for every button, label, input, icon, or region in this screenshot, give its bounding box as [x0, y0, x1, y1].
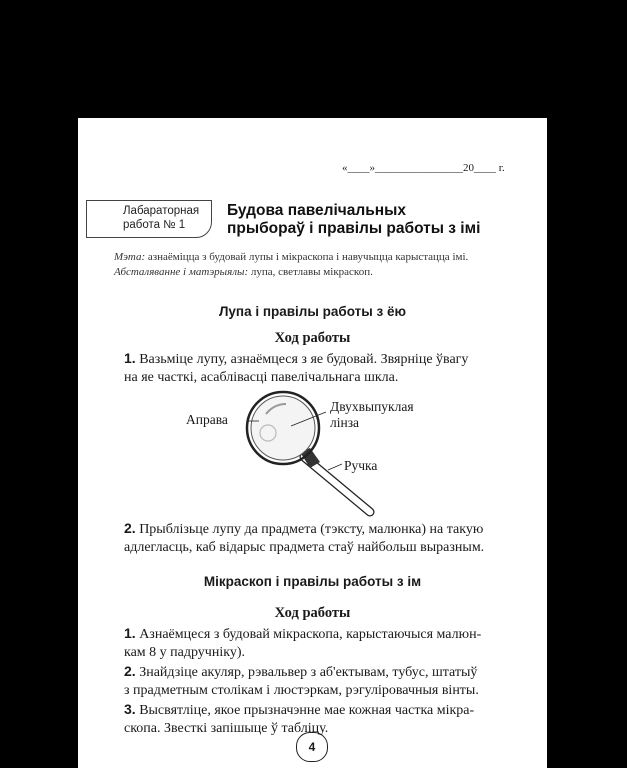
step-text: кам 8 у падручніку). — [124, 645, 245, 660]
step-text: адлегласць, каб відарыс прадмета стаў найбольш выразным. — [124, 540, 485, 555]
magnifier-illustration — [78, 388, 547, 518]
step-text: з прадметным столікам і люстэркам, рэгуліровачныя вінты. — [124, 683, 479, 698]
goal-line — [114, 250, 514, 265]
procedure-heading-1: Ход работы — [274, 330, 351, 346]
date-line: «____»________________20____ г. — [342, 162, 505, 174]
workbook-page — [78, 118, 547, 768]
lens-drawing — [251, 396, 315, 460]
section-title-microscope: Мікраскоп і правілы работы з ім — [203, 574, 422, 589]
step-number: 1. — [124, 625, 136, 641]
frame-label: Аправа — [186, 412, 228, 427]
step-text: Азнаёмцеся з будовай мікраскопа, карыстаючыся малюн- — [135, 627, 482, 642]
lab-title-line1: Будова павелічальных — [227, 202, 407, 219]
goal-text: азнаёміцца з будовай лупы і мікраскопа і навучыцца карыстацца імі. — [145, 251, 469, 263]
step-2-magnifier — [124, 519, 520, 557]
step-number: 3. — [124, 701, 136, 717]
step-text: Высвятліце, якое прызначэнне мае кожная частка мікра- — [135, 703, 475, 718]
procedure-heading-2: Ход работы — [274, 605, 351, 621]
lab-work-label-box — [86, 200, 212, 238]
equipment-label: Абсталяванне і матэрыялы: — [114, 266, 249, 278]
step-number: 2. — [124, 520, 136, 536]
step-text: на яе часткі, асаблівасці павелічальнага шкла. — [124, 370, 399, 385]
lens-label-line1: Двухвыпуклая — [330, 399, 414, 414]
step-text: Знайдзіце акуляр, рэвальвер з аб'ектывам, тубус, штатыў — [135, 665, 478, 680]
lens-label — [330, 399, 414, 431]
lab-work-label-line2: работа № 1 — [123, 219, 186, 231]
equipment-text: лупа, светлавы мікраскоп. — [248, 266, 373, 278]
lab-work-title — [227, 202, 480, 238]
lens-label-line2: лінза — [330, 415, 360, 430]
handle-label: Ручка — [344, 458, 378, 473]
step-text: Вазьміце лупу, азнаёмцеся з яе будовай. Звярніце ўвагу — [135, 352, 469, 367]
step-number: 2. — [124, 663, 136, 679]
step-1-magnifier — [124, 349, 520, 387]
goal-block — [114, 250, 514, 280]
equipment-line — [114, 265, 514, 280]
page-number: 4 — [296, 732, 328, 762]
section-title-magnifier: Лупа і правілы работы з ёю — [218, 304, 407, 319]
steps-microscope — [124, 624, 520, 738]
lab-title-line2: прыбораў і правілы работы з імі — [227, 220, 481, 237]
lab-work-label-line1: Лабараторная — [123, 205, 200, 217]
goal-label: Мэта: — [114, 251, 146, 263]
step-number: 1. — [124, 350, 136, 366]
step-text: Прыблізьце лупу да прадмета (тэксту, малюнка) на такую — [135, 522, 484, 537]
step-text: скопа. Звесткі запішыце ў табліцу. — [124, 721, 329, 736]
